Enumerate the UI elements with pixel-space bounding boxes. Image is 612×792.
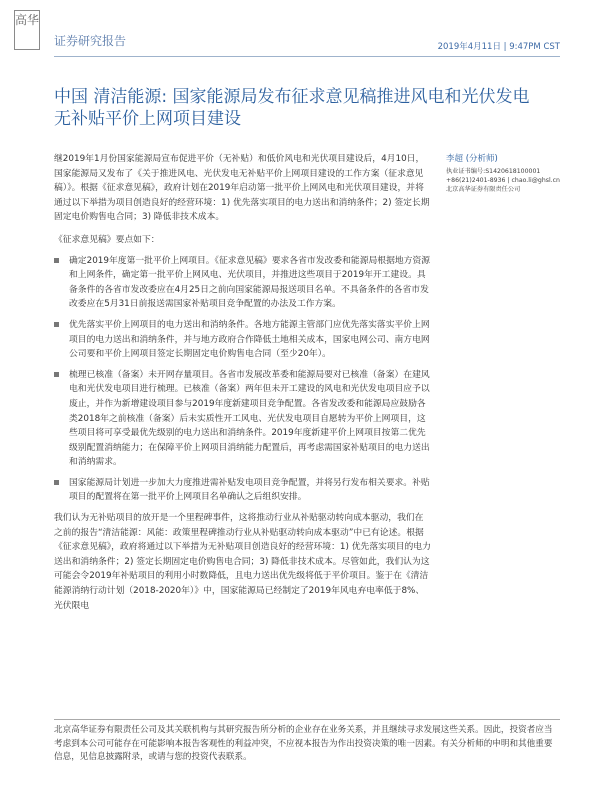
- bullet-square-icon: [54, 258, 59, 263]
- report-body: [54, 152, 432, 613]
- bullet-text: 确定2019年度第一批平价上网项目。《征求意见稿》要求各省市发改委和能源局根据地方资源和上网条件，确定第一批平价上网风电、光伏项目，并推进这些项目于2019年开工建设。具备条件的各省市发改委应在4月25日之前向国家能源局报送项目名单。不具备条件的各省市发改委应在5月31日前报送需国家补贴项目竞争配置的办法及工作方案。: [69, 255, 431, 310]
- analyst-name[interactable]: 李超 (分析师): [446, 154, 498, 164]
- analyst-cert: 执业证书编号:S1420618100001: [446, 168, 541, 175]
- bullet-square-icon: [54, 372, 59, 377]
- key-points-list: [54, 254, 432, 506]
- list-item: [54, 476, 432, 505]
- disclaimer: 北京高华证券有限责任公司及其关联机构与其研究报告所分析的企业存在业务关系，并且继续寻求发展这些关系。因此，投资者应当考虑到本公司可能存在可能影响本报告客观性的利益冲突，不应视本报告为作出投资决策的唯一因素。有关分析师的申明和其他重要信息，见信息披露附录，或请与您的投资代表联系。: [54, 725, 553, 763]
- analyst-company: 北京高华证券有限责任公司: [446, 186, 521, 193]
- header-divider: [54, 56, 560, 57]
- footer-divider: [54, 719, 560, 720]
- report-title: 中国 清洁能源: 国家能源局发布征求意见稿推进风电和光伏发电无补贴平价上网项目建设: [54, 87, 530, 129]
- intro-paragraph: 继2019年1月份国家能源局宣布促进平价（无补贴）和低价风电和光伏项目建设后，4月10日，国家能源局又发布了《关于推进风电、光伏发电无补贴平价上网项目建设的工作方案（征求意见稿）》。根据《征求意见稿》，政府计划在2019年启动第一批平价上网风电和光伏项目建设，并将通过以下举措为项目创造良好的经营环境：1) 优先落实项目的电力送出和消纳条件；2) 签定长期固定电价购售电合同；3) 降低非技术成本。: [54, 154, 430, 223]
- bullet-square-icon: [54, 480, 59, 485]
- bullet-text: 国家能源局计划进一步加大力度推进需补贴发电项目竞争配置，并将另行发布相关要求。补贴项目的配置将在第一批平价上网项目名单确认之后组织安排。: [69, 477, 430, 503]
- list-item: [54, 368, 432, 470]
- bullet-square-icon: [54, 322, 59, 327]
- brand-label: 证券研究报告: [54, 34, 127, 48]
- bullet-text: 梳理已核准（备案）未开网存量项目。各省市发展改革委和能源局要对已核准（备案）在建风电和光伏发电项目进行梳理。已核准（备案）两年但未开工建设的风电和光伏发电项目应予以废止，并作为新增建设项目参与2019年度新建项目竞争配置。各省发改委和能源局应鼓励各类2018年之前核准（备案）后未实质性开工风电、光伏发电项目自愿转为平价上网项目，这些项目将可享受最优先级别的电力送出和消纳条件。2019年度新建平价上网项目按第二优先级别配置消纳能力；在保障平价上网项目消纳能力配置后，再考虑需国家补贴项目的电力送出和消纳需求。: [69, 369, 430, 468]
- report-datetime: 2019年4月11日 | 9:47PM CST: [437, 42, 560, 52]
- key-points-heading: 《征求意见稿》要点如下：: [54, 234, 160, 245]
- analyst-info: [446, 152, 566, 194]
- conclusion-paragraph: 我们认为无补贴项目的放开是一个里程碑事件，这将推动行业从补贴驱动转向成本驱动，我们在之前的报告“清洁能源：风能：政策里程碑推动行业从补贴驱动转向成本驱动”中已有论述。根据《征求意见稿》，政府将通过以下举措为无补贴项目创造良好的经营环境：1) 优先落实项目的电力送出和消纳条件；2) 签定长期固定电价购售电合同；3) 降低非技术成本。尽管如此，我们认为这可能会令2019年补贴项目的利用小时数降低，且电力送出优先级将低于平价项目。鉴于在《清洁能源消纳行动计划（2018-2020年）》中，国家能源局已经制定了2019年风电弃电率低于8%、光伏限电: [54, 513, 431, 611]
- company-logo: 高华: [14, 10, 40, 50]
- analyst-contact[interactable]: +86(21)2401-8936 | chao.li@ghsl.cn: [446, 177, 560, 184]
- bullet-text: 优先落实平价上网项目的电力送出和消纳条件。各地方能源主管部门应优先落实落实平价上网项目的电力送出和消纳条件，并与地方政府合作降低土地相关成本，国家电网公司、南方电网公司要和平价上网项目签定长期固定电价购售电合同（至少20年）。: [69, 319, 430, 360]
- list-item: [54, 254, 432, 312]
- list-item: [54, 318, 432, 362]
